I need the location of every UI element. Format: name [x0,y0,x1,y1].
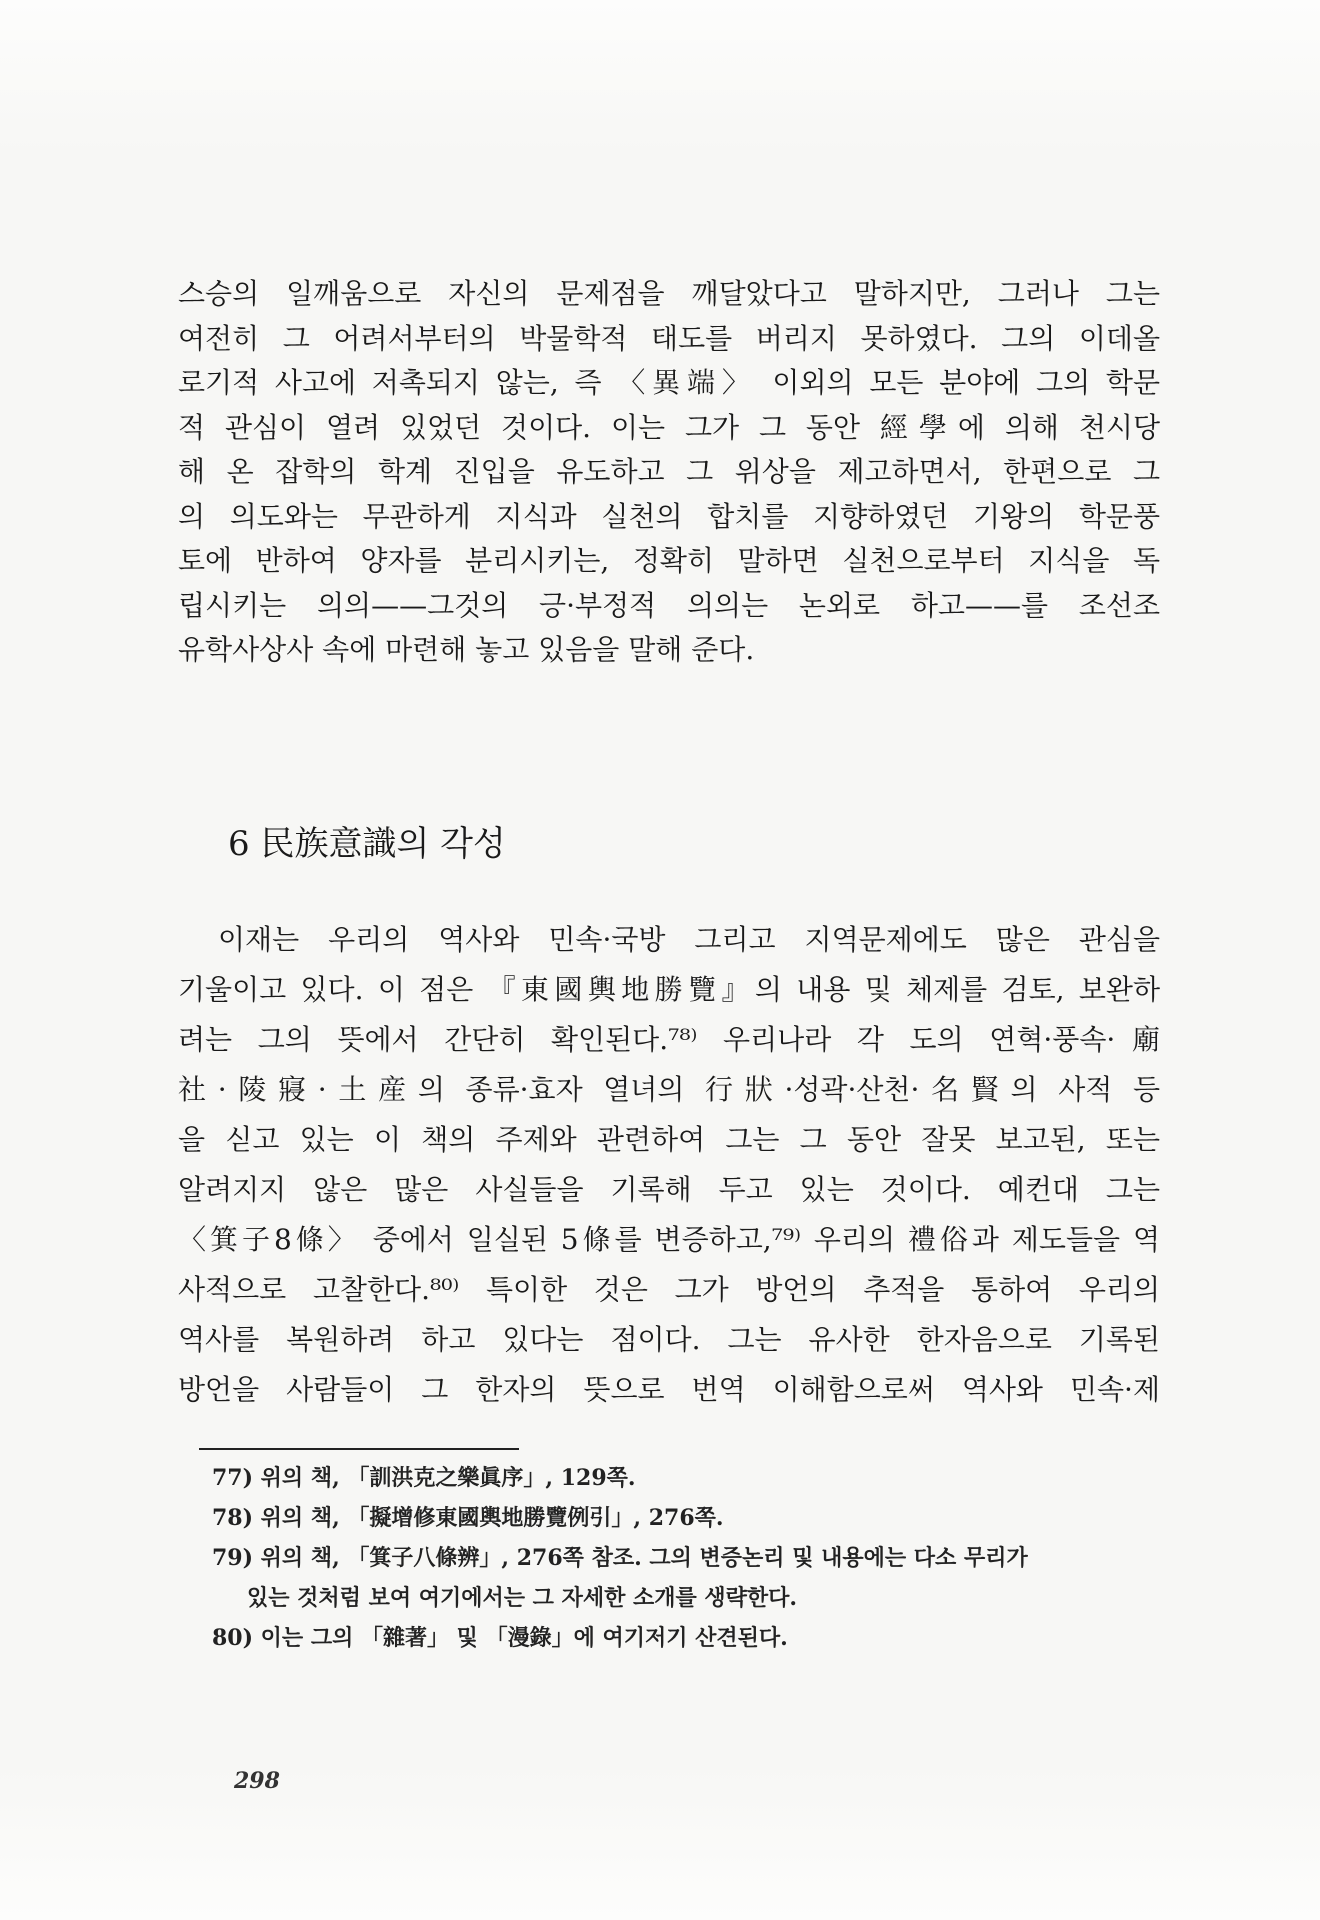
paragraph-line: 려는 그의 뜻에서 간단히 확인된다.⁷⁸⁾ 우리나라 각 도의 연혁·풍속·廟 [178,1023,1160,1056]
paragraph-line: 스승의 일깨움으로 자신의 문제점을 깨달았다고 말하지만, 그러나 그는 [178,277,1160,310]
paragraph-line: 토에 반하여 양자를 분리시키는, 정확히 말하면 실천으로부터 지식을 독 [178,544,1160,577]
paragraph-line: 로기적 사고에 저촉되지 않는, 즉 〈異端〉 이외의 모든 분야에 그의 학문 [178,366,1160,399]
footnote-separator [199,1448,519,1450]
footnote-79: 79) 위의 책, 「箕子八條辨」, 276쪽 참조. 그의 변증논리 및 내용에는 다소 무리가 [212,1545,1028,1571]
paragraph-line: 기울이고 있다. 이 점은 『東國輿地勝覽』의 내용 및 체제를 검토, 보완하 [178,973,1160,1006]
paragraph-line: 을 싣고 있는 이 책의 주제와 관련하여 그는 그 동안 잘못 보고된, 또는 [178,1123,1160,1156]
paragraph-line: 社·陵寢·土産의 종류·효자 열녀의 行狀·성곽·산천·名賢의 사적 등 [178,1073,1160,1106]
paragraph-line: 유학사상사 속에 마련해 놓고 있음을 말해 준다. [178,633,755,666]
body-paragraph-2 [178,915,1160,1415]
paragraph-line: 〈箕子8條〉 중에서 일실된 5條를 변증하고,⁷⁹⁾ 우리의 禮俗과 제도들을 역 [178,1223,1160,1256]
paragraph-line: 알려지지 않은 많은 사실들을 기록해 두고 있는 것이다. 예컨대 그는 [178,1173,1160,1206]
paragraph-line: 적 관심이 열려 있었던 것이다. 이는 그가 그 동안 經學에 의해 천시당 [178,410,1160,444]
paragraph-line: 방언을 사람들이 그 한자의 뜻으로 번역 이해함으로써 역사와 민속·제 [178,1373,1160,1406]
footnote-78: 78) 위의 책, 「擬增修東國輿地勝覽例引」, 276쪽. [212,1505,724,1531]
paragraph-line: 의 의도와는 무관하게 지식과 실천의 합치를 지향하였던 기왕의 학문풍 [178,499,1160,533]
paragraph-line: 사적으로 고찰한다.⁸⁰⁾ 특이한 것은 그가 방언의 추적을 통하여 우리의 [178,1273,1160,1306]
footnote-77: 77) 위의 책, 「訓洪克之樂眞序」, 129쪽. [212,1465,636,1491]
paragraph-line: 립시키는 의의——그것의 긍·부정적 의의는 논외로 하고——를 조선조 [178,588,1160,622]
paragraph-line: 역사를 복원하려 하고 있다는 점이다. 그는 유사한 한자음으로 기록된 [178,1323,1160,1356]
footnote-79-continued: 있는 것처럼 보여 여기에서는 그 자세한 소개를 생략한다. [247,1585,798,1611]
section-heading: 6 民族意識의 각성 [228,824,506,864]
body-paragraph-1 [178,272,1160,673]
footnote-80: 80) 이는 그의 「雜著」 및 「漫錄」에 여기저기 산견된다. [212,1625,788,1651]
paragraph-line: 이재는 우리의 역사와 민속·국방 그리고 지역문제에도 많은 관심을 [218,923,1160,956]
footnotes [212,1458,1172,1658]
paragraph-line: 여전히 그 어려서부터의 박물학적 태도를 버리지 못하였다. 그의 이데올 [178,321,1160,355]
page-number: 298 [234,1768,280,1794]
paragraph-line: 해 온 잡학의 학계 진입을 유도하고 그 위상을 제고하면서, 한편으로 그 [178,455,1160,488]
